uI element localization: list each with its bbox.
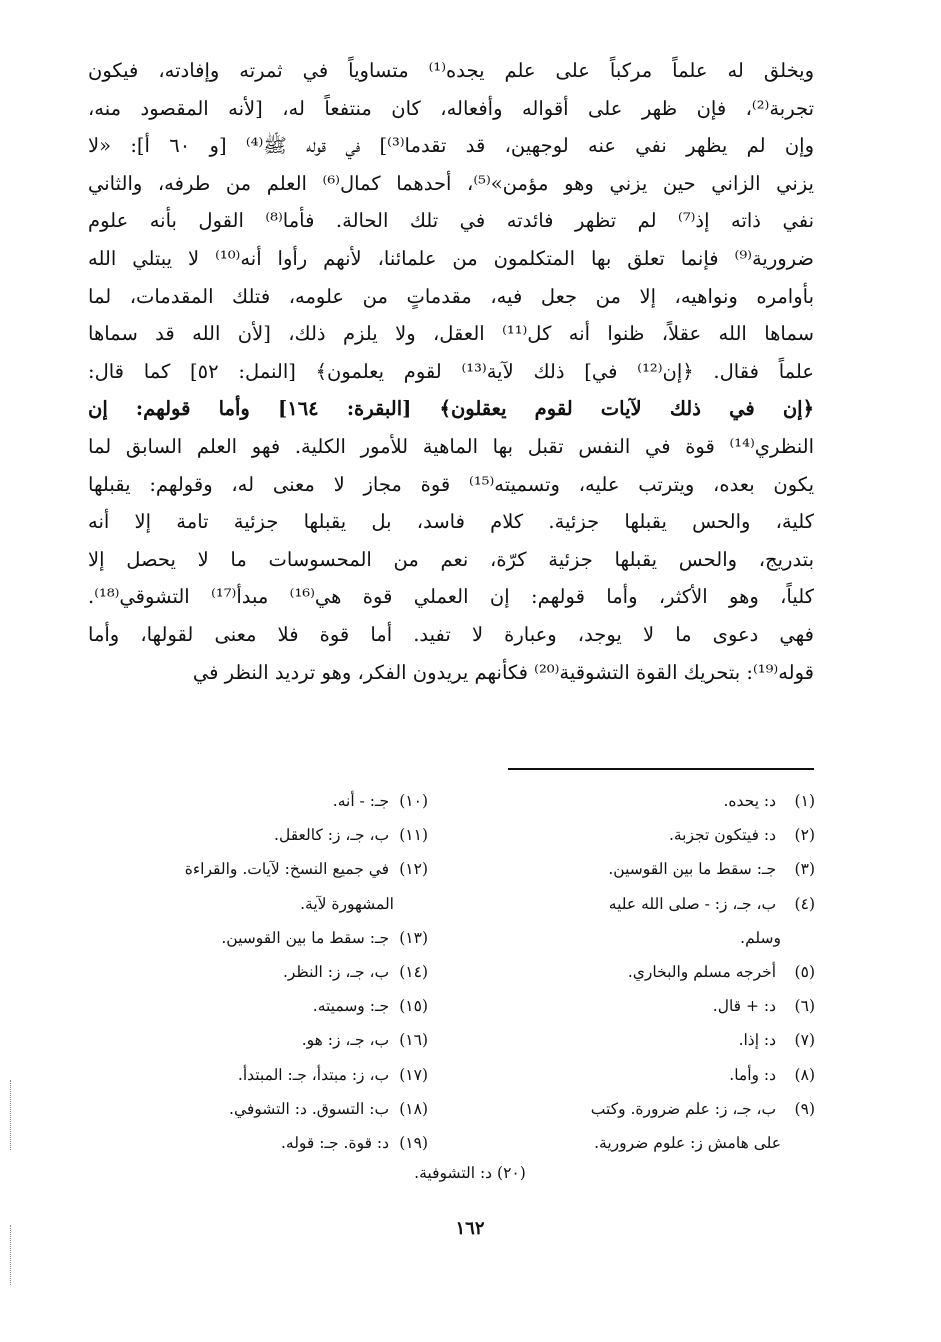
footnote-number: (١٢): [399, 860, 428, 879]
footnote: [485, 1092, 815, 1126]
footnote-text: أخرجه مسلم والبخاري.: [627, 963, 777, 982]
footnote-text: د: + قال.: [712, 997, 777, 1016]
footnote-number: (١١): [399, 826, 428, 845]
footnote-centered: [250, 1164, 690, 1182]
footnote-number: (١٥): [399, 997, 428, 1016]
footnote-number: (٤): [794, 894, 815, 913]
scan-edge-mark: [10, 1080, 11, 1150]
footnote: [485, 1023, 815, 1057]
footnote-text: ب، جـ، ز: - صلى الله عليه: [608, 894, 777, 913]
text-line: يزني الزاني حين يزني وهو مؤمن»⁽⁵⁾، أحدهما كمال⁽⁶⁾ العلم من طرفه، والثاني: [88, 171, 814, 195]
footnote-text: في جميع النسخ: لآيات. والقراءة: [184, 860, 390, 879]
text-line: كلية، والحس يقبلها جزئية. كلام فاسد، بل يقبلها جزئية تامة إلا أنه: [88, 510, 814, 534]
footnote-text: جـ: وسميته.: [312, 997, 390, 1016]
footnotes-column-right: [485, 784, 815, 1160]
footnotes-column-left: [88, 784, 428, 1160]
text-line: كلياً، وهو الأكثر، وأما قولهم: إن العملي قوة هي⁽¹⁶⁾ مبدأ⁽¹⁷⁾ التشوقي⁽¹⁸⁾.: [88, 585, 814, 609]
footnote: [88, 1058, 428, 1092]
footnote-continuation: المشهورة لآية.: [300, 894, 394, 913]
page-number: ١٦٢: [455, 1218, 485, 1239]
text-line: نفي ذاته إذ⁽⁷⁾ لم تظهر فائدته في تلك الحالة. فأما⁽⁸⁾ القول بأنه علوم: [88, 209, 814, 233]
footnote-text: ب، جـ، ز: كالعقل.: [274, 826, 390, 845]
footnote-text: د: يحده.: [723, 792, 777, 810]
text-line: ﴿إن في ذلك لآيات لقوم يعقلون﴾ [البقرة: ١٦٤] وأما قولهم: إن: [88, 397, 814, 421]
footnote-number: (١٦): [399, 1031, 428, 1050]
footnote: [88, 1023, 428, 1057]
footnote: [88, 1092, 428, 1126]
footnote-number: (٢): [794, 826, 815, 845]
footnote: [485, 955, 815, 989]
footnote: [88, 989, 428, 1023]
footnote: [88, 1126, 428, 1160]
footnote: [88, 784, 428, 818]
footnote-number: (٣): [794, 860, 815, 879]
text-line: سماها الله عقلاً، ظنوا أنه كل⁽¹¹⁾ العقل، ولا يلزم ذلك، [لأن الله قد سماها: [88, 322, 814, 346]
footnote: [485, 784, 815, 818]
footnote-number: (٧): [794, 1031, 815, 1050]
footnote: [88, 852, 428, 886]
footnote-number: (١٤): [399, 963, 428, 982]
footnote: [88, 955, 428, 989]
footnote: [485, 818, 815, 852]
footnote-number: (١): [794, 792, 815, 810]
text-line: ضرورية⁽⁹⁾ فإنما تعلق بها المتكلمون من علمائنا، لأنهم رأوا أنه⁽¹⁰⁾ لا يبتلي الله: [88, 246, 814, 270]
footnote-number: (٩): [794, 1099, 815, 1118]
footnote: [88, 818, 428, 852]
footnote: [88, 921, 428, 955]
footnote-continuation: وسلم.: [740, 928, 781, 947]
footnote-text: د: قوة. جـ: قوله.: [280, 1134, 390, 1153]
scan-edge-mark: [10, 1225, 11, 1285]
footnote-number: (٦): [794, 997, 815, 1016]
footnote-text: د: وأما.: [729, 1065, 777, 1084]
footnote-number: (١٨): [399, 1099, 428, 1118]
footnote-text: ب، جـ، ز: النظر.: [282, 963, 390, 982]
footnote: [485, 887, 815, 921]
text-line: علماً فقال. ﴿إن⁽¹²⁾ في] ذلك لآية⁽¹³⁾ لقوم يعلمون﴾ [النمل: ٥٢] كما قال:: [88, 359, 814, 383]
footnote-text: ب، ز: مبتدأ، جـ: المبتدأ.: [237, 1065, 390, 1084]
footnote-text: جـ: سقط ما بين القوسين.: [221, 928, 390, 947]
footnote-number: (٨): [794, 1065, 815, 1084]
text-line: تجربة⁽²⁾، فإن ظهر على أقواله وأفعاله، كان منتفعاً له، [لأنه المقصود منه،: [88, 96, 814, 120]
footnote-text: جـ: - أنه.: [332, 792, 390, 810]
footnote-separator: [508, 768, 814, 770]
text-line: النظري⁽¹⁴⁾ قوة في النفس تقبل بها الماهية للأمور الكلية. فهو العلم السابق لما: [88, 434, 814, 458]
footnote: [485, 852, 815, 886]
footnote-continuation: على هامش ز: علوم ضرورية.: [594, 1134, 781, 1153]
main-text: [88, 52, 814, 691]
footnote-text: ب، جـ، ز: هو.: [301, 1031, 390, 1050]
footnote: [485, 1058, 815, 1092]
text-line: بأوامره ونواهيه، إلا من جعل فيه، مقدماتٍ من علومه، فتلك المقدمات، لما: [88, 284, 814, 308]
footnote-text: د: إذا.: [738, 1031, 777, 1050]
text-line: ويخلق له علماً مركباً على علم يجده⁽¹⁾ متساوياً في ثمرته وإفادته، فيكون: [88, 59, 814, 82]
footnote: [485, 989, 815, 1023]
text-line: قوله⁽¹⁹⁾: بتحريك القوة التشوقية⁽²⁰⁾ فكأنهم يريدون الفكر، وهو ترديد النظر في: [192, 660, 814, 684]
footnote-number: (١٧): [399, 1065, 428, 1084]
footnote-text: ب: التسوق. د: التشوفي.: [229, 1099, 390, 1118]
text-line: يكون بعده، ويترتب عليه، وتسميته⁽¹⁵⁾ قوة مجاز لا معنى له، وقولهم: يقبلها: [88, 472, 814, 496]
text-line: وإن لم يظهر نفي عنه لوجهين، قد تقدما⁽³⁾] في قوله ﷺ⁽⁴⁾ [و ٦٠ أ]: «لا: [88, 134, 814, 158]
footnote-number: (١٩): [399, 1134, 428, 1153]
footnote-number: (٢٠): [497, 1164, 526, 1182]
footnote-number: (٥): [794, 963, 815, 982]
footnote-text: ب، جـ، ز: علم ضرورة. وكتب: [590, 1099, 777, 1118]
footnote-number: (١٣): [399, 928, 428, 947]
footnote-text: جـ: سقط ما بين القوسين.: [608, 860, 777, 879]
text-line: فهي دعوى ما لا يوجد، وعبارة لا تفيد. أما قوة فلا معنى لقولها، وأما: [88, 622, 814, 646]
text-line: بتدريج، والحس يقبلها جزئية كرّة، نعم من المحسوسات ما لا يحصل إلا: [88, 547, 814, 571]
footnote-number: (١٠): [399, 792, 428, 810]
footnote-text: د: فيتكون تجزبة.: [668, 826, 777, 845]
footnote-text: د: التشوفية.: [414, 1164, 493, 1182]
